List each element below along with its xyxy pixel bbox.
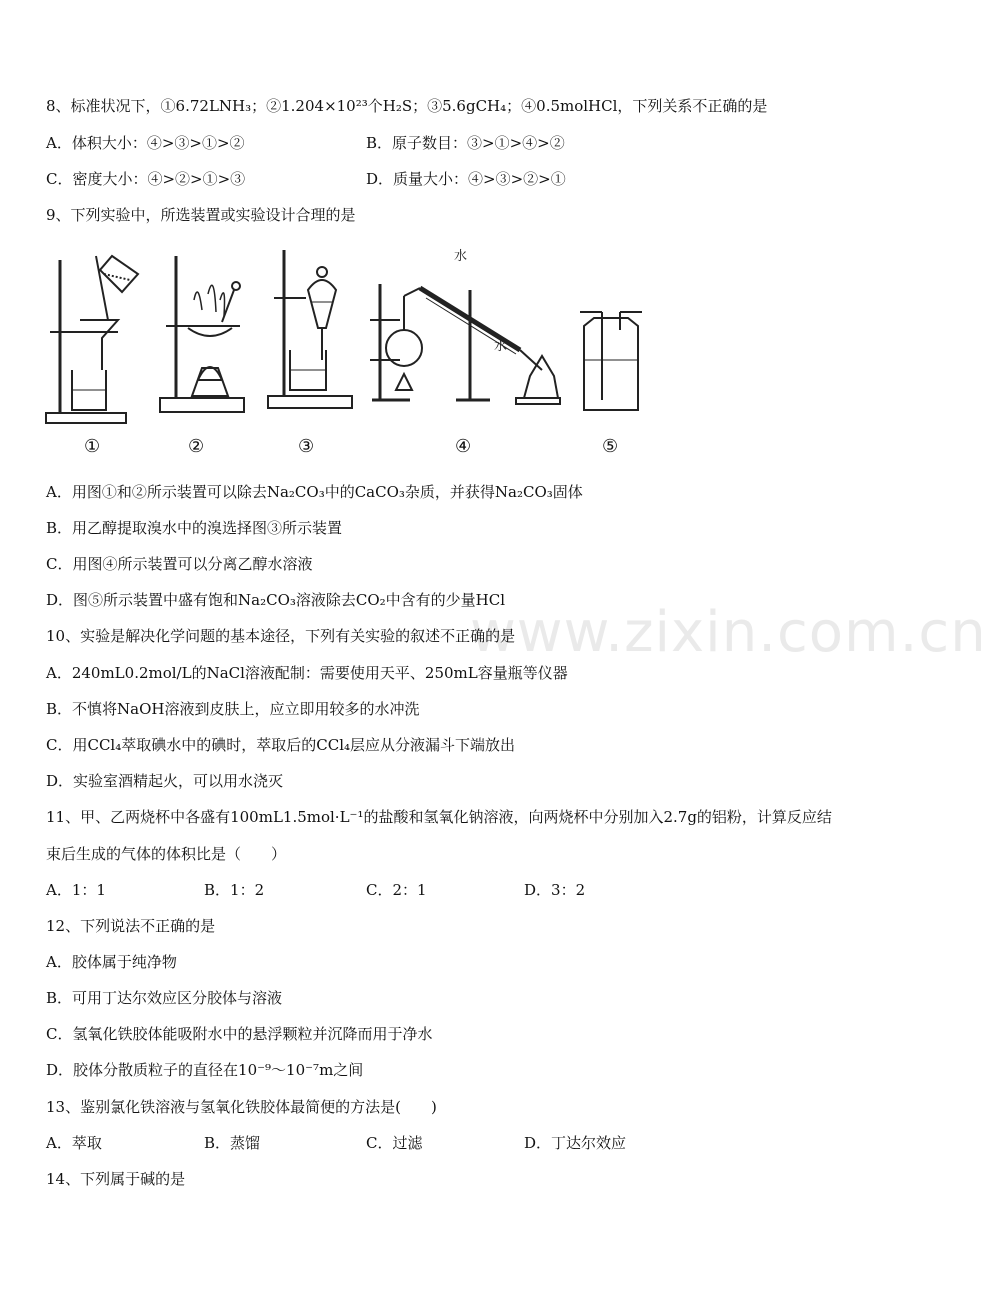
q13-option-a: A．萃取 bbox=[46, 1134, 102, 1152]
apparatus-1-filtration bbox=[46, 256, 138, 423]
q9-stem: 9、下列实验中，所选装置或实验设计合理的是 bbox=[46, 206, 356, 224]
q8-option-c: C．密度大小：④>②>①>③ bbox=[46, 170, 246, 188]
figure-label-2: ② bbox=[188, 436, 205, 457]
figure-label-4: ④ bbox=[455, 436, 472, 457]
figure-label-5: ⑤ bbox=[602, 436, 619, 457]
q8-option-d: D．质量大小：④>③>②>① bbox=[366, 170, 566, 188]
q12-stem: 12、下列说法不正确的是 bbox=[46, 917, 216, 935]
q13-stem: 13、鉴别氯化铁溶液与氢氧化铁胶体最简便的方法是( ) bbox=[46, 1098, 437, 1116]
watermark: www.zixin.com.cn bbox=[470, 600, 987, 665]
q12-option-b: B．可用丁达尔效应区分胶体与溶液 bbox=[46, 989, 283, 1007]
q10-stem: 10、实验是解决化学问题的基本途径，下列有关实验的叙述不正确的是 bbox=[46, 627, 516, 645]
q11-stem-line2: 束后生成的气体的体积比是（ ） bbox=[46, 845, 287, 863]
q11-option-b: B．1：2 bbox=[204, 881, 265, 899]
figure-label-1: ① bbox=[84, 436, 101, 457]
q8-stem: 8、标准状况下，①6.72LNH₃；②1.204×10²³个H₂S；③5.6gCH₄；④0.5molHCl，下列关系不正确的是 bbox=[46, 97, 768, 115]
q11-option-a: A．1：1 bbox=[46, 881, 106, 899]
q13-option-d: D．丁达尔效应 bbox=[524, 1134, 627, 1152]
q10-option-b: B．不慎将NaOH溶液到皮肤上，应立即用较多的水冲洗 bbox=[46, 700, 420, 718]
q9-option-d: D．图⑤所示装置中盛有饱和Na₂CO₃溶液除去CO₂中含有的少量HCl bbox=[46, 591, 506, 609]
apparatus-figure bbox=[40, 250, 660, 435]
q8-option-b: B．原子数目：③>①>④>② bbox=[366, 134, 565, 152]
q14-stem: 14、下列属于碱的是 bbox=[46, 1170, 186, 1188]
apparatus-4-distillation bbox=[370, 248, 560, 404]
q9-option-a: A．用图①和②所示装置可以除去Na₂CO₃中的CaCO₃杂质，并获得Na₂CO₃固体 bbox=[46, 483, 583, 501]
q10-option-a: A．240mL0.2mol/L的NaCl溶液配制：需要使用天平、250mL容量瓶等仪器 bbox=[46, 664, 568, 682]
q8-option-a: A．体积大小：④>③>①>② bbox=[46, 134, 245, 152]
q12-option-a: A．胶体属于纯净物 bbox=[46, 953, 177, 971]
water-out-label: 水 bbox=[494, 339, 508, 354]
q9-option-c: C．用图④所示装置可以分离乙醇水溶液 bbox=[46, 555, 313, 573]
q10-option-d: D．实验室酒精起火，可以用水浇灭 bbox=[46, 772, 284, 790]
apparatus-3-separatory-funnel bbox=[268, 250, 352, 408]
q11-option-d: D．3：2 bbox=[524, 881, 586, 899]
q10-option-c: C．用CCl₄萃取碘水中的碘时，萃取后的CCl₄层应从分液漏斗下端放出 bbox=[46, 736, 516, 754]
q13-option-c: C．过滤 bbox=[366, 1134, 423, 1152]
q11-stem-line1: 11、甲、乙两烧杯中各盛有100mL1.5mol·L⁻¹的盐酸和氢氧化钠溶液，向两烧杯中分别加入2.7g的铝粉，计算反应结 bbox=[46, 808, 832, 826]
figure-label-3: ③ bbox=[298, 436, 315, 457]
apparatus-2-evaporation bbox=[160, 256, 244, 412]
q12-option-c: C．氢氧化铁胶体能吸附水中的悬浮颗粒并沉降而用于净水 bbox=[46, 1025, 433, 1043]
apparatus-5-gas-washing-bottle bbox=[580, 312, 642, 410]
q11-option-c: C．2：1 bbox=[366, 881, 427, 899]
q13-option-b: B．蒸馏 bbox=[204, 1134, 261, 1152]
water-in-label: 水 bbox=[454, 249, 468, 264]
q9-option-b: B．用乙醇提取溴水中的溴选择图③所示装置 bbox=[46, 519, 343, 537]
q12-option-d: D．胶体分散质粒子的直径在10⁻⁹～10⁻⁷m之间 bbox=[46, 1061, 364, 1079]
